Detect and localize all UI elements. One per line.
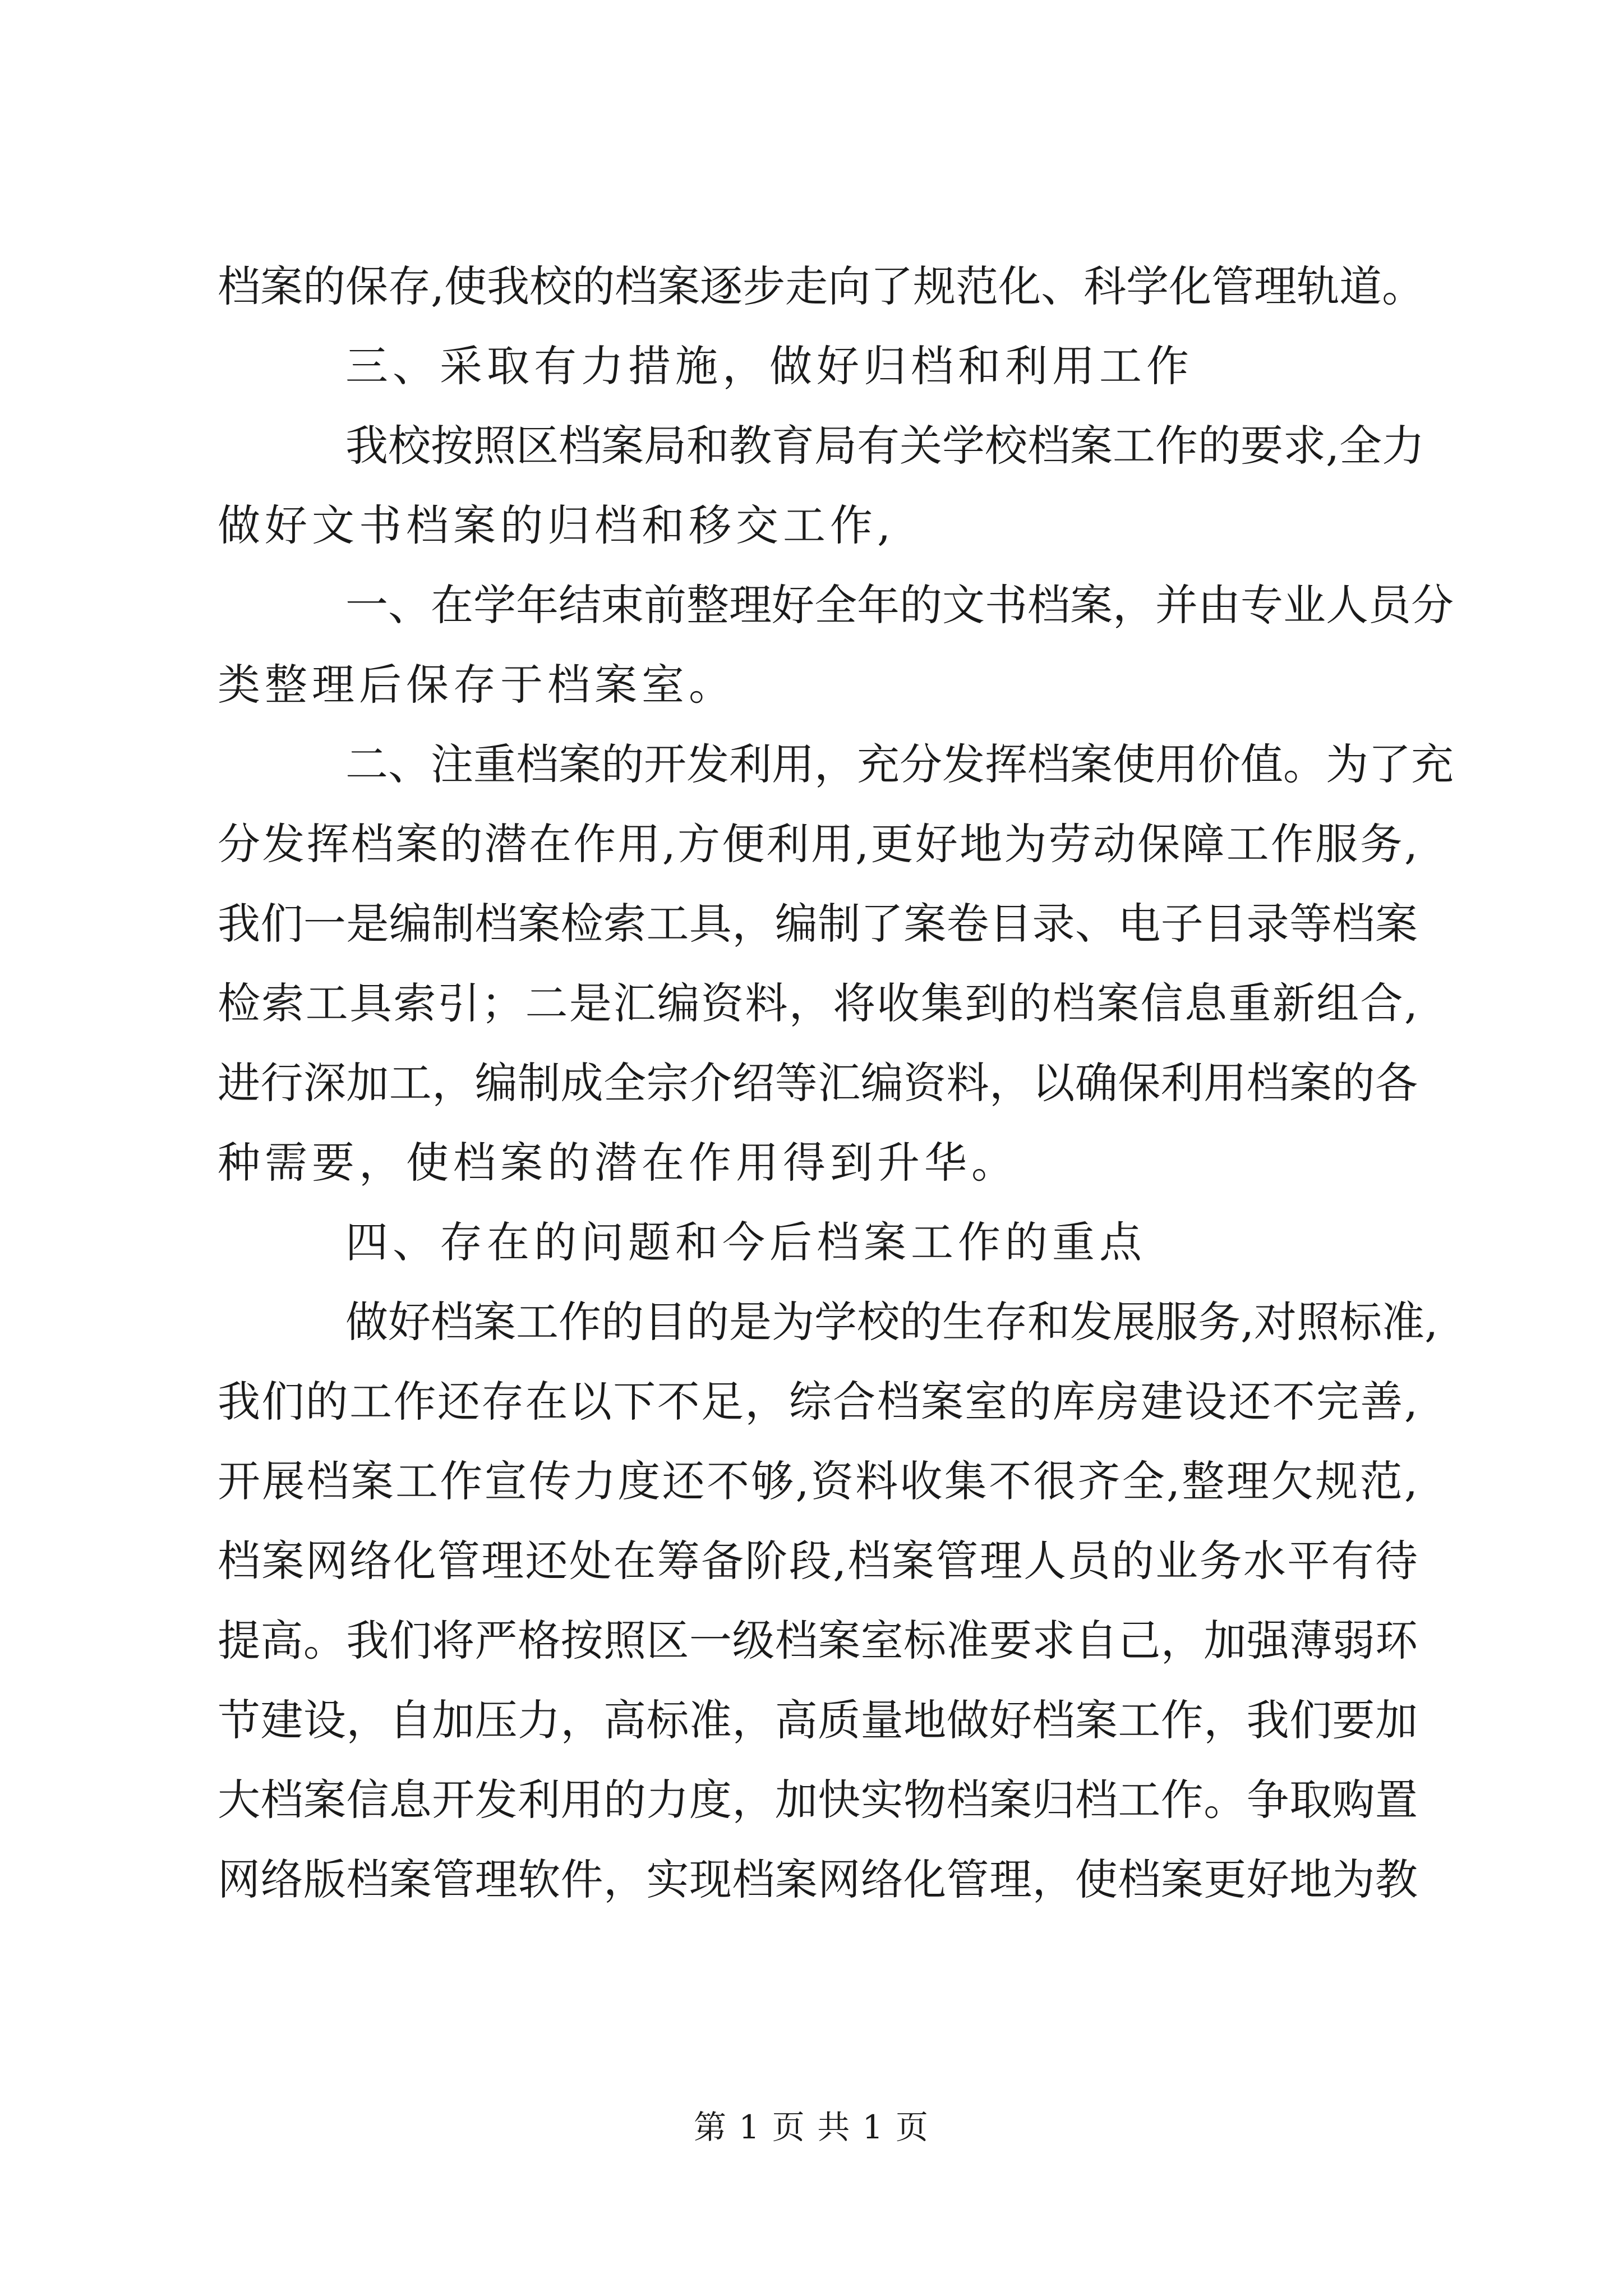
text-line: 一、在学年结束前整理好全年的文书档案，并由专业人员分 — [345, 580, 1454, 630]
section-heading: 三、采取有力措施，做好归档和利用工作 — [345, 341, 1193, 391]
text-line: 种需要，使档案的潜在作用得到升华。 — [218, 1138, 1018, 1188]
text-line: 节建设，自加压力，高标准，高质量地做好档案工作，我们要加 — [218, 1695, 1418, 1745]
text-line: 开展档案工作宣传力度还不够,资料收集不很齐全,整理欠规范, — [218, 1456, 1418, 1506]
text-line: 我校按照区档案局和教育局有关学校档案工作的要求,全力 — [345, 421, 1425, 471]
document-body — [218, 247, 1454, 1920]
text-line: 做好档案工作的目的是为学校的生存和发展服务,对照标准, — [345, 1297, 1438, 1347]
text-line: 大档案信息开发利用的力度，加快实物档案归档工作。争取购置 — [218, 1775, 1418, 1825]
text-line: 网络版档案管理软件，实现档案网络化管理，使档案更好地为教 — [218, 1855, 1418, 1904]
text-line: 做好文书档案的归档和移交工作, — [218, 500, 896, 550]
text-line: 我们的工作还存在以下不足，综合档案室的库房建设还不完善, — [218, 1377, 1418, 1427]
text-line: 档案的保存,使我校的档案逐步走向了规范化、科学化管理轨道。 — [218, 261, 1425, 311]
text-line: 检索工具索引；二是汇编资料，将收集到的档案信息重新组合, — [218, 978, 1418, 1028]
text-line: 类整理后保存于档案室。 — [218, 660, 736, 710]
page-footer — [0, 2105, 1623, 2150]
text-line: 我们一是编制档案检索工具，编制了案卷目录、电子目录等档案 — [218, 899, 1418, 949]
text-line: 分发挥档案的潜在作用,方便利用,更好地为劳动保障工作服务, — [218, 819, 1418, 869]
page-number-label: 第 1 页 共 1 页 — [694, 2108, 929, 2146]
text-line: 提高。我们将严格按照区一级档案室标准要求自己，加强薄弱环 — [218, 1616, 1418, 1665]
text-line: 进行深加工，编制成全宗介绍等汇编资料，以确保利用档案的各 — [218, 1058, 1418, 1108]
section-heading: 四、存在的问题和今后档案工作的重点 — [345, 1217, 1146, 1267]
text-line: 档案网络化管理还处在筹备阶段,档案管理人员的业务水平有待 — [218, 1536, 1418, 1586]
text-line: 二、注重档案的开发利用，充分发挥档案使用价值。为了充 — [345, 739, 1454, 789]
